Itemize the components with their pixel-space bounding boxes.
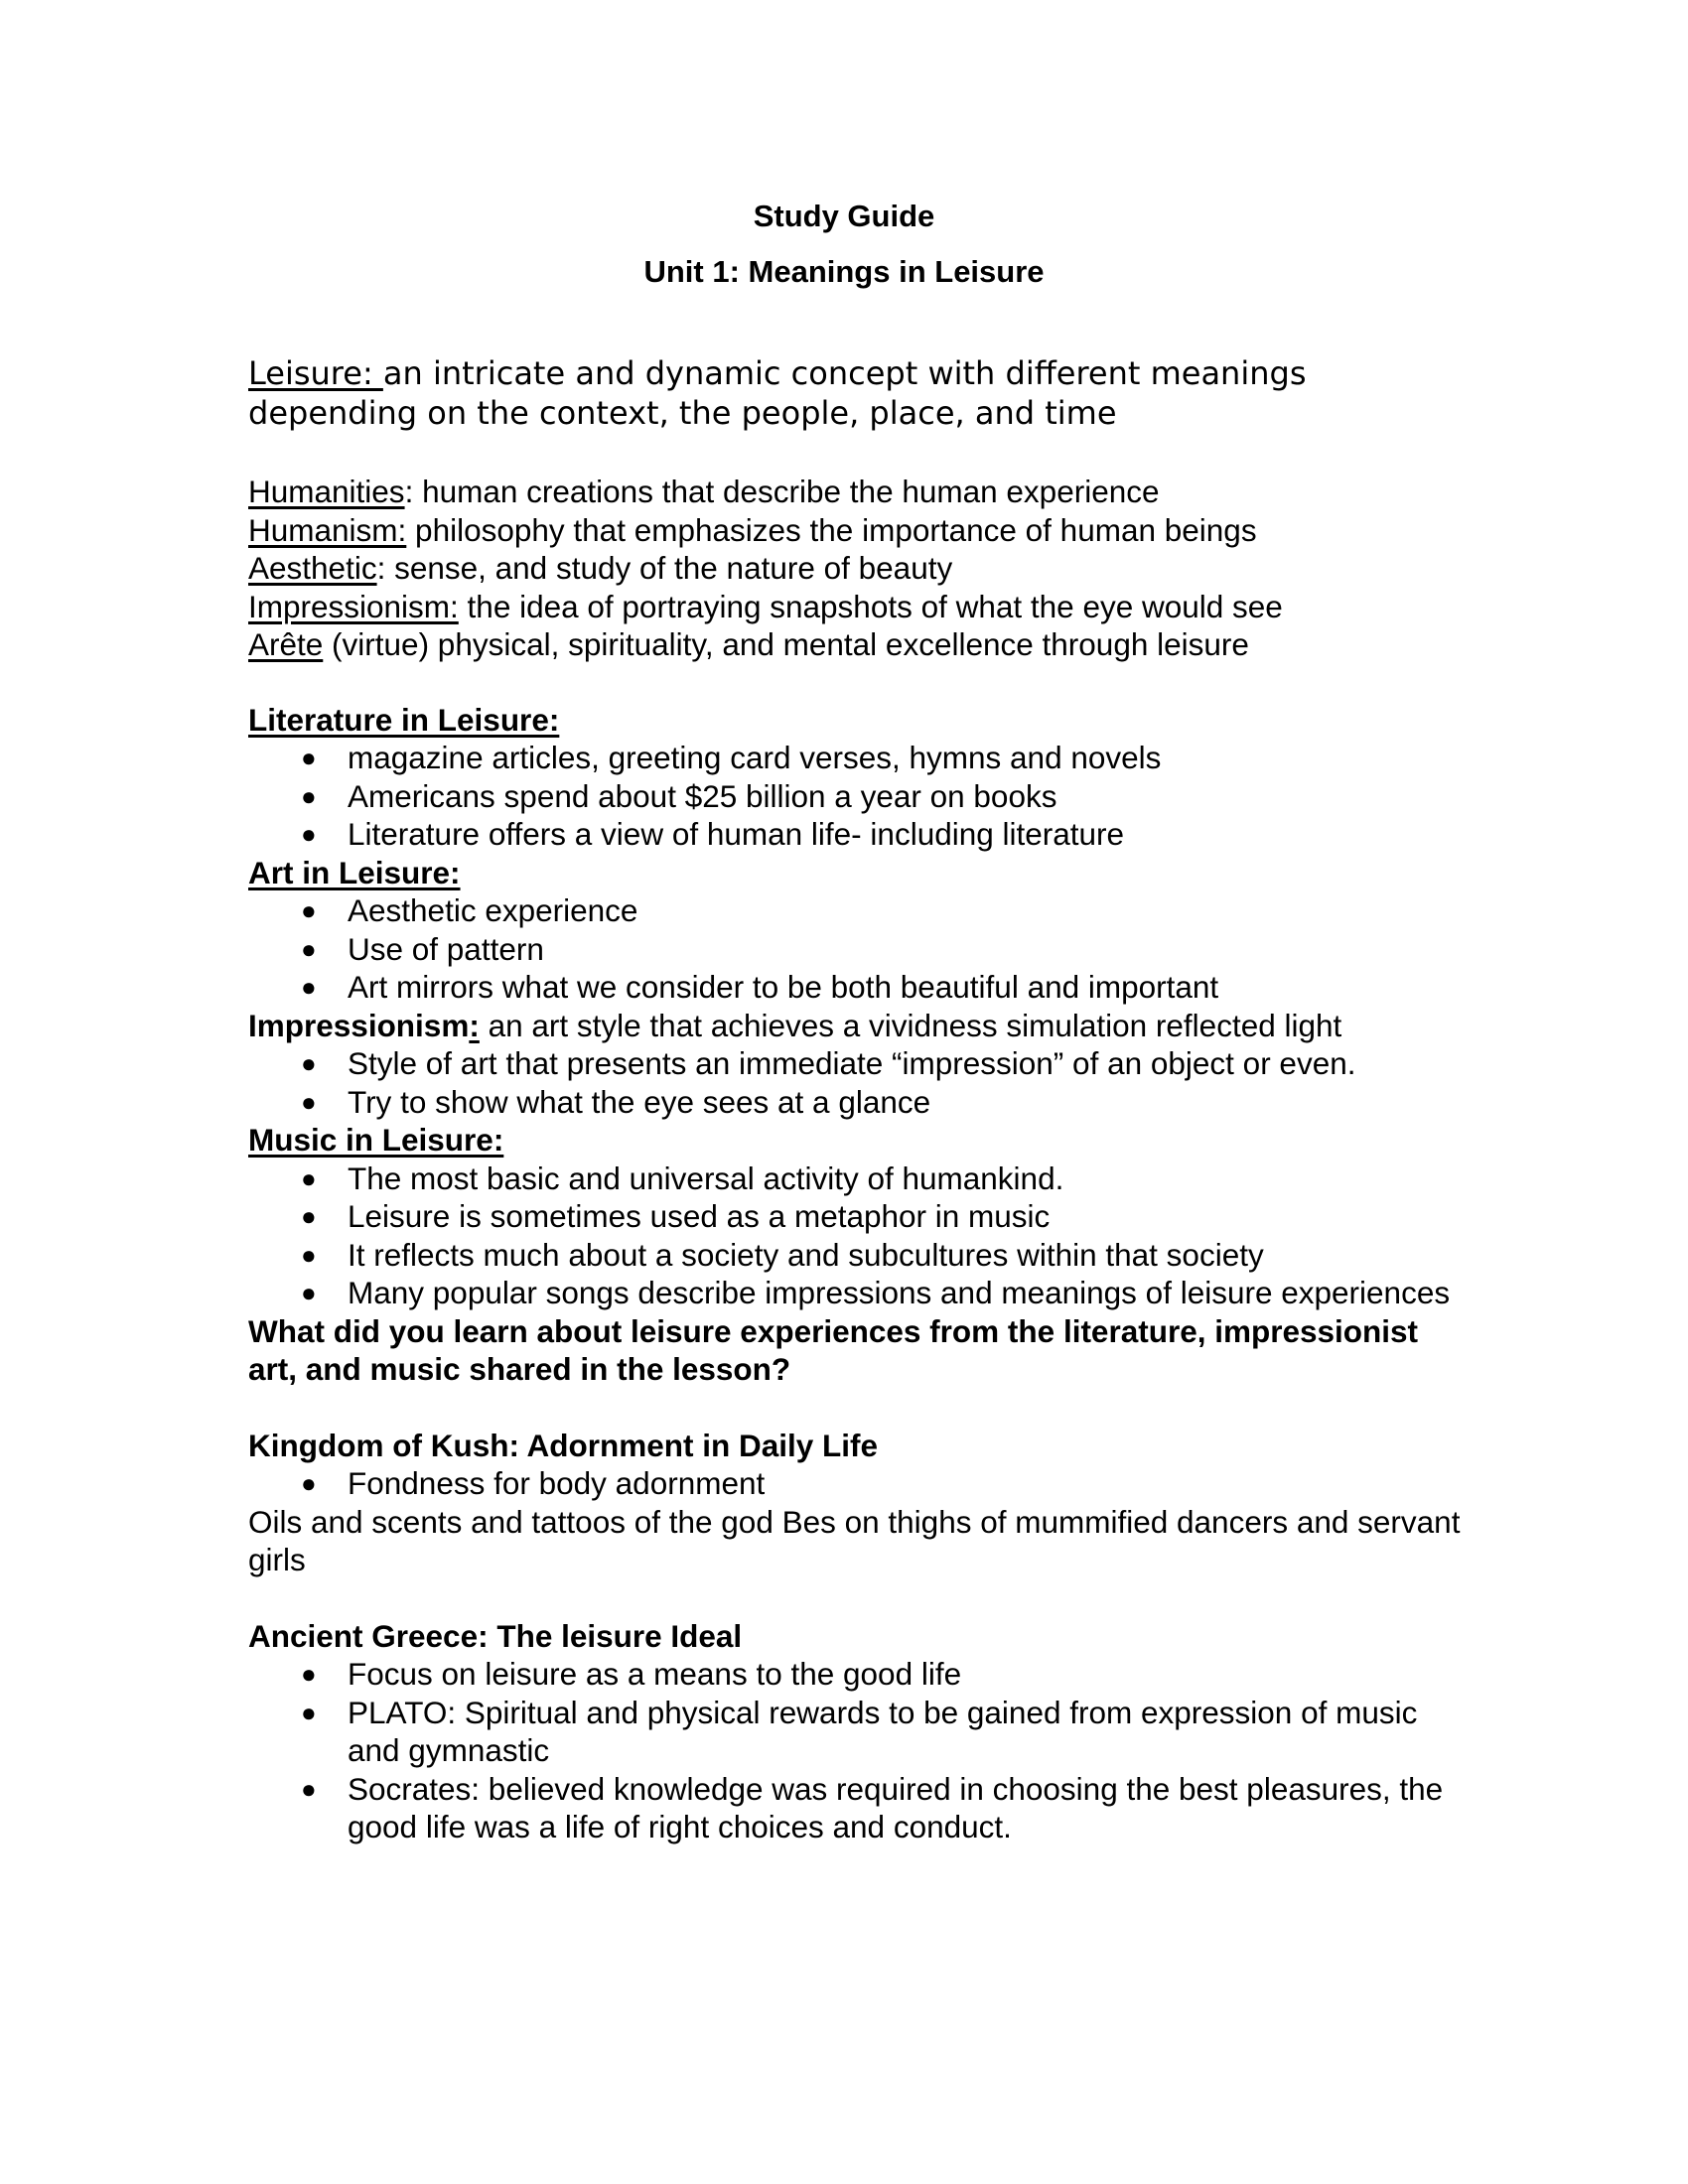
- page-title: Study Guide: [753, 199, 935, 233]
- list-item-text: Art mirrors what we consider to be both beautiful and important: [348, 969, 1219, 1005]
- list-item-text: Many popular songs describe impressions and meanings of leisure experiences: [348, 1275, 1451, 1310]
- bullet-icon: ●: [301, 1278, 317, 1307]
- list-item: [248, 1464, 1470, 1503]
- definition-term: Arête: [248, 626, 324, 662]
- list-item: [248, 891, 1470, 930]
- list-item-text: Use of pattern: [348, 930, 544, 967]
- list-item-text: The most basic and universal activity of humankind.: [348, 1160, 1064, 1196]
- bullet-icon: ●: [301, 1048, 317, 1078]
- bullet-icon: ●: [301, 1697, 317, 1727]
- definitions-list: [248, 473, 1470, 664]
- leisure-definition: [248, 353, 1470, 433]
- bullet-icon: ●: [301, 1201, 317, 1231]
- art-bullets: [248, 891, 1470, 1007]
- list-item: [248, 1770, 1470, 1846]
- definition-term: Humanism:: [248, 511, 407, 548]
- definition-humanities: [248, 473, 1470, 511]
- document-body: [248, 353, 1470, 1846]
- list-item: [248, 1044, 1470, 1083]
- list-item-text: It reflects much about a society and subcultures within that society: [348, 1236, 1264, 1273]
- bullet-icon: ●: [301, 933, 317, 964]
- art-heading: Art in Leisure:: [248, 854, 461, 890]
- list-item-text: magazine articles, greeting card verses, hymns and novels: [348, 740, 1162, 775]
- impressionism-bullets: [248, 1044, 1470, 1121]
- review-question: What did you learn about leisure experiences from the literature, impressionist art, and music shared in the lesson?: [248, 1312, 1419, 1387]
- bullet-icon: ●: [301, 1468, 317, 1498]
- kush-bullets: [248, 1464, 1470, 1503]
- list-item: [248, 1274, 1470, 1312]
- literature-heading: Literature in Leisure:: [248, 701, 560, 738]
- list-item: [248, 930, 1470, 969]
- bullet-icon: ●: [301, 780, 317, 811]
- bullet-icon: ●: [301, 1162, 317, 1193]
- section-spacer: [248, 1579, 1470, 1617]
- definition-text: (virtue) physical, spirituality, and mental excellence through leisure: [323, 626, 1249, 662]
- list-item: [248, 1655, 1470, 1694]
- impressionism-text: an art style that achieves a vividness simulation reflected light: [479, 1007, 1342, 1043]
- kush-text: Oils and scents and tattoos of the god Bes on thighs of mummified dancers and servant girls: [248, 1503, 1461, 1577]
- bullet-icon: ●: [301, 1086, 317, 1117]
- literature-bullets: [248, 739, 1470, 854]
- bullet-icon: ●: [301, 972, 317, 1002]
- bullet-icon: ●: [301, 1773, 317, 1804]
- definition-aesthetic: [248, 549, 1470, 588]
- list-item: [248, 777, 1470, 816]
- bullet-icon: ●: [301, 819, 317, 849]
- definition-term: Impressionism:: [248, 588, 459, 624]
- definition-humanism: [248, 511, 1470, 550]
- music-bullets: [248, 1160, 1470, 1312]
- definition-term: Humanities: [248, 474, 405, 509]
- list-item-text: Style of art that presents an immediate “impression” of an object or even.: [348, 1045, 1356, 1081]
- leisure-definition-text: an intricate and dynamic concept with different meanings depending on the context, the people, place, and time: [248, 354, 1307, 432]
- list-item-text: Fondness for body adornment: [348, 1465, 766, 1501]
- definition-text: philosophy that emphasizes the importance of human beings: [406, 511, 1257, 548]
- definition-text: : sense, and study of the nature of beauty: [376, 550, 953, 586]
- leisure-term: Leisure:: [248, 354, 383, 392]
- impressionism-colon: :: [469, 1007, 480, 1043]
- list-item: [248, 1236, 1470, 1275]
- list-item-text: Americans spend about $25 billion a year on books: [348, 777, 1057, 814]
- list-item-text: Leisure is sometimes used as a metaphor in music: [348, 1198, 1051, 1234]
- list-item-text: PLATO: Spiritual and physical rewards to be gained from expression of music and gymnastic: [348, 1694, 1418, 1768]
- list-item-text: Focus on leisure as a means to the good life: [348, 1656, 962, 1692]
- definition-term: Aesthetic: [248, 550, 377, 586]
- list-item-text: Aesthetic experience: [348, 892, 638, 928]
- music-heading: Music in Leisure:: [248, 1122, 504, 1158]
- list-item: [248, 1083, 1470, 1122]
- list-item: [248, 815, 1470, 854]
- impressionism-term: Impressionism: [248, 1007, 470, 1043]
- list-item: [248, 1160, 1470, 1198]
- bullet-icon: ●: [301, 895, 317, 925]
- list-item: [248, 739, 1470, 777]
- bullet-icon: ●: [301, 1239, 317, 1270]
- list-item-text: Try to show what the eye sees at a glance: [348, 1083, 931, 1120]
- list-item-text: Socrates: believed knowledge was required in choosing the best pleasures, the good life was a life of right choices and conduct.: [348, 1770, 1444, 1844]
- list-item: [248, 1197, 1470, 1236]
- list-item: [248, 1694, 1470, 1770]
- definition-arete: [248, 625, 1470, 664]
- list-item-text: Literature offers a view of human life- including literature: [348, 816, 1125, 852]
- definition-text: the idea of portraying snapshots of what the eye would see: [458, 588, 1283, 624]
- definition-text: : human creations that describe the human experience: [404, 474, 1160, 509]
- bullet-icon: ●: [301, 743, 317, 772]
- greece-heading: Ancient Greece: The leisure Ideal: [248, 1617, 743, 1654]
- impressionism-line: [248, 1007, 1470, 1045]
- definition-impressionism: [248, 588, 1470, 626]
- kush-heading: Kingdom of Kush: Adornment in Daily Life: [248, 1427, 879, 1463]
- list-item: [248, 968, 1470, 1007]
- greece-bullets: [248, 1655, 1470, 1846]
- page-subtitle: Unit 1: Meanings in Leisure: [643, 254, 1045, 289]
- bullet-icon: ●: [301, 1659, 317, 1689]
